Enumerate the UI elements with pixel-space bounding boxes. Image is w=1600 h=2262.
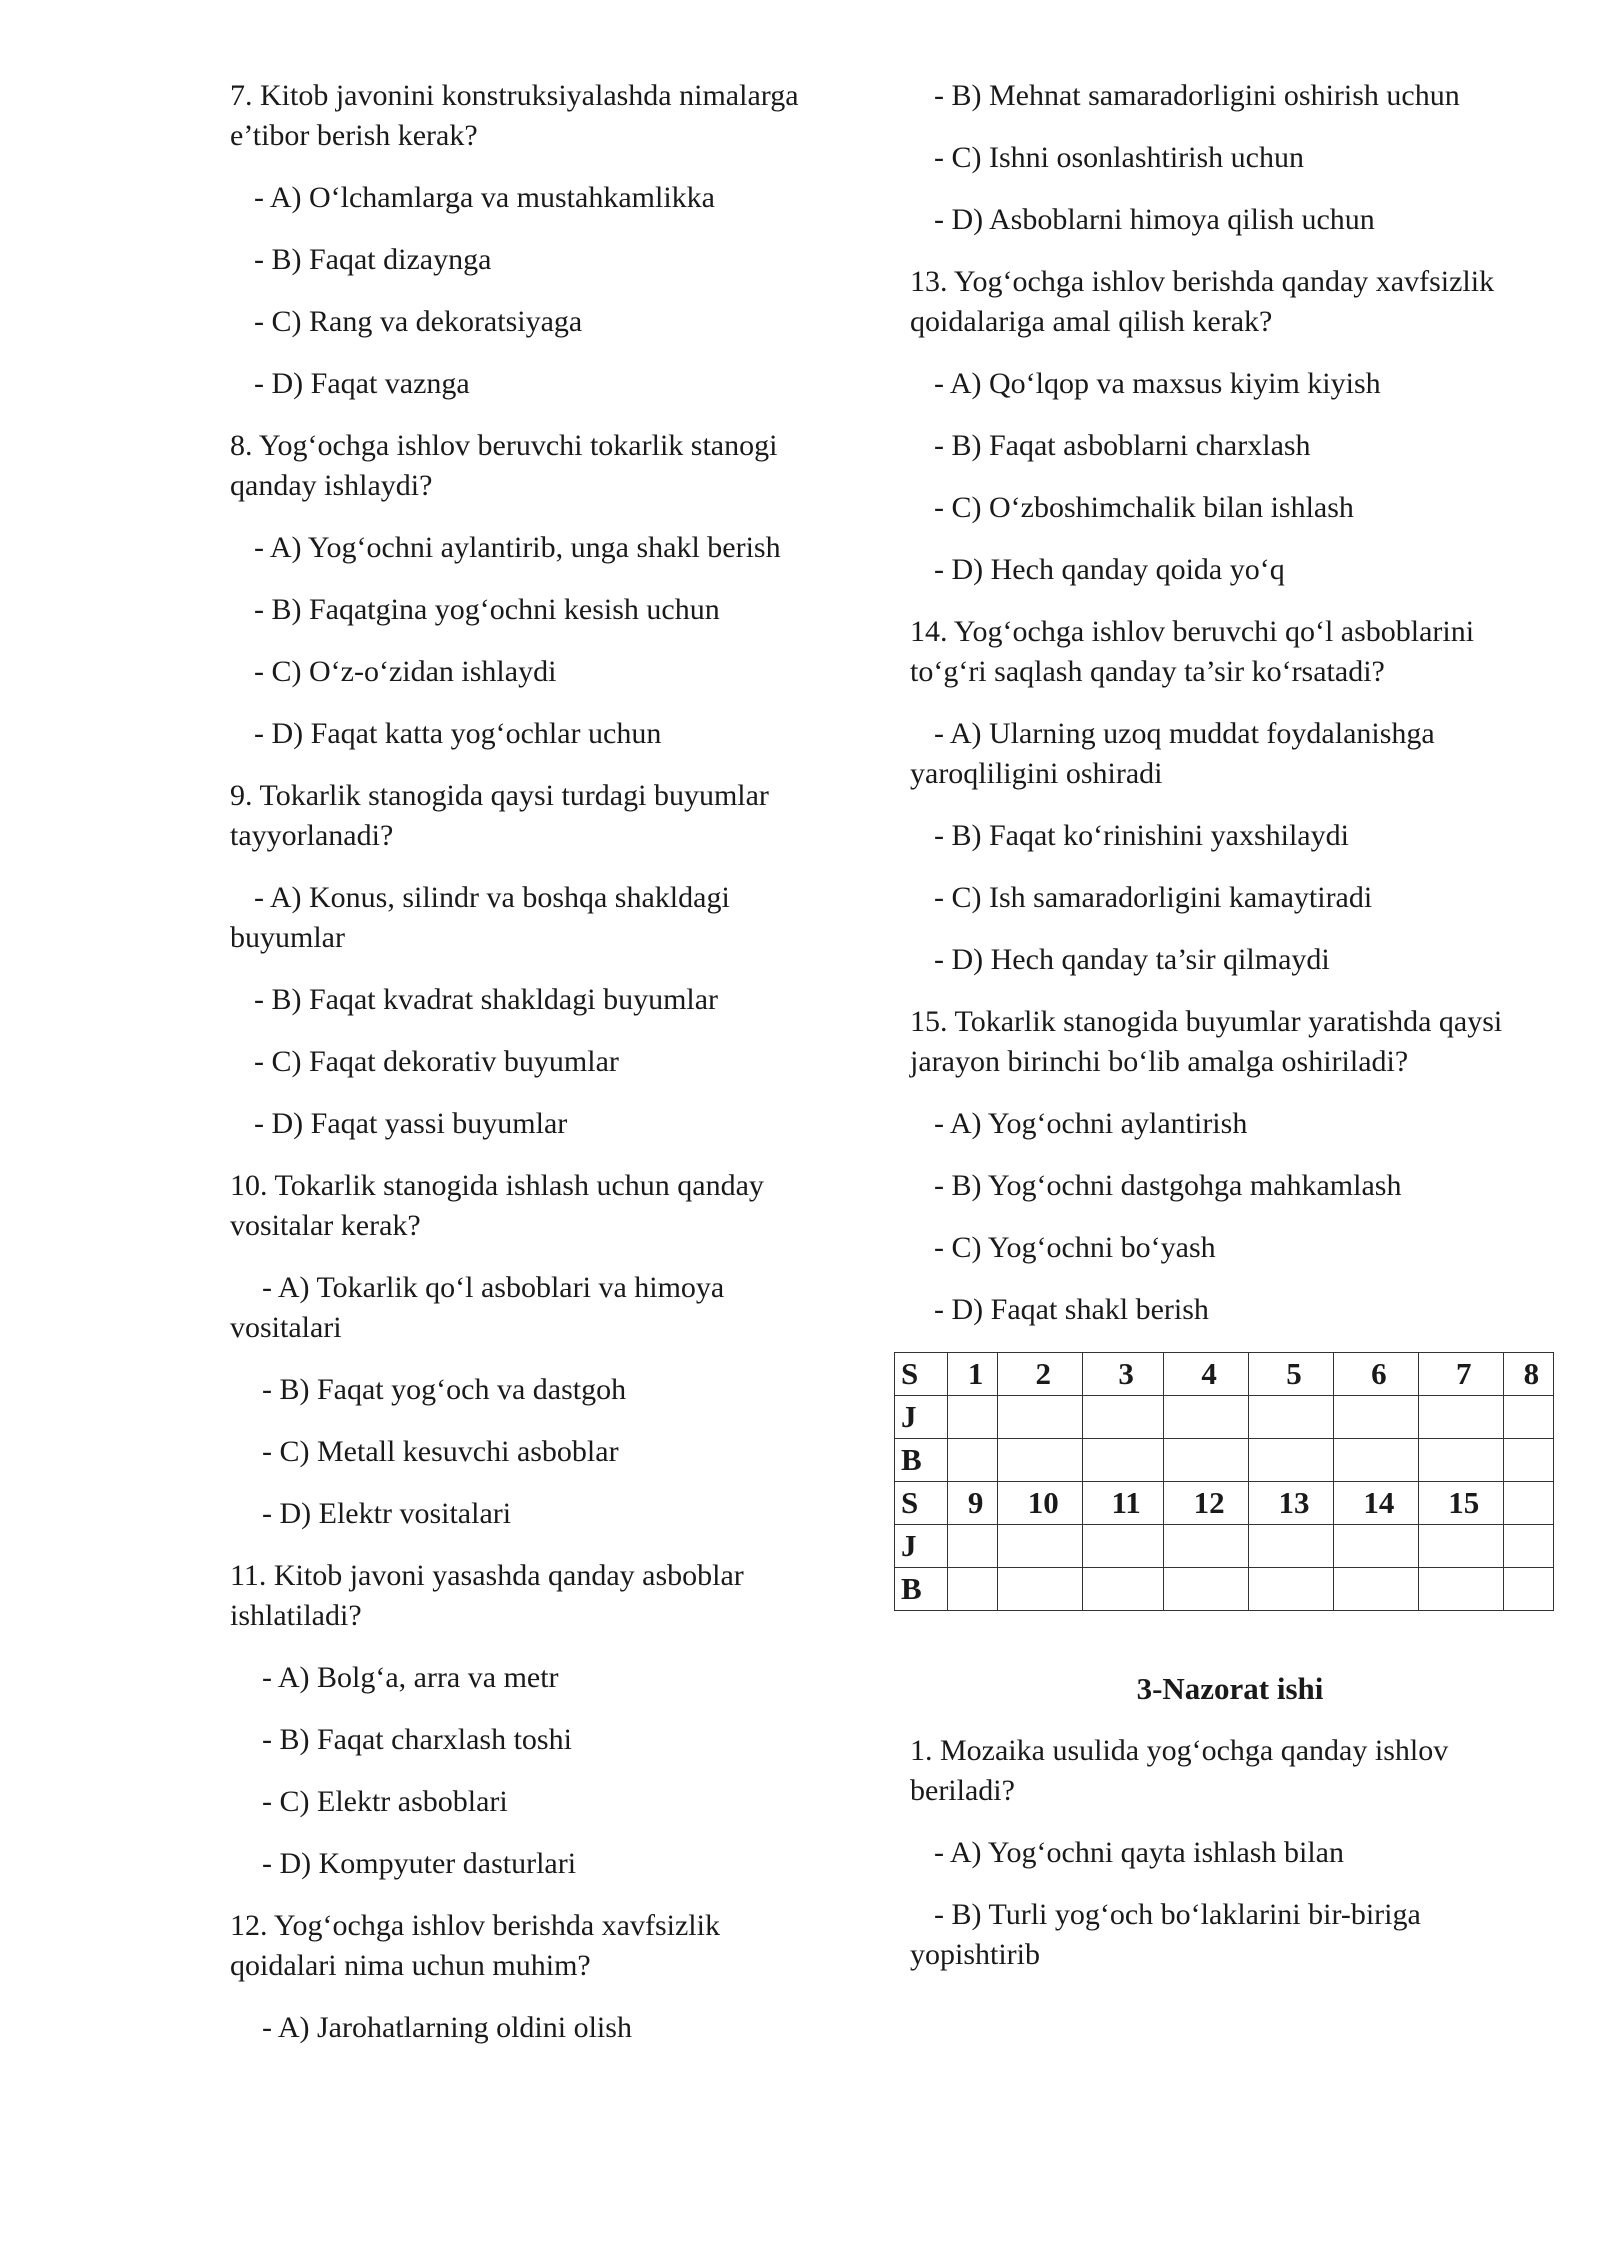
answer-cell: 10: [998, 1482, 1083, 1525]
row-label-cell: J: [895, 1525, 948, 1568]
section-heading: 3-Nazorat ishi: [1136, 1671, 1324, 1706]
answer-option: - C) Yog‘ochni bo‘yash: [934, 1231, 1216, 1264]
answer-option: - B) Faqat dizaynga: [254, 243, 492, 276]
row-label-cell: B: [895, 1568, 948, 1611]
answer-option: - D) Elektr vositalari: [262, 1497, 512, 1530]
answer-cell: [998, 1396, 1083, 1439]
answer-cell: 4: [1164, 1353, 1249, 1396]
answer-cell: [1249, 1568, 1334, 1611]
answer-cell: 15: [1418, 1482, 1503, 1525]
answer-table-row: [895, 1353, 1554, 1396]
answer-cell: 9: [948, 1482, 998, 1525]
answer-option: - A) Qo‘lqop va maxsus kiyim kiyish: [934, 367, 1381, 400]
answer-cell: [1164, 1525, 1249, 1568]
answer-cell: [1503, 1568, 1553, 1611]
answer-option: - B) Turli yog‘och bo‘laklarini bir-biriga yopishtirib: [910, 1898, 1421, 1971]
answer-cell: [948, 1525, 998, 1568]
answer-option: - D) Hech qanday qoida yo‘q: [934, 553, 1285, 586]
answer-table-row: [895, 1525, 1554, 1568]
answer-option: - D) Asboblarni himoya qilish uchun: [934, 203, 1375, 236]
answer-cell: [1503, 1396, 1553, 1439]
answer-table-row: [895, 1439, 1554, 1482]
answer-cell: [1249, 1525, 1334, 1568]
answer-option: - A) Jarohatlarning oldini olish: [262, 2011, 632, 2044]
answer-cell: [1418, 1396, 1503, 1439]
answer-option: - B) Faqatgina yog‘ochni kesish uchun: [254, 593, 720, 626]
answer-cell: [998, 1525, 1083, 1568]
answer-cell: [1249, 1439, 1334, 1482]
row-label-cell: B: [895, 1439, 948, 1482]
answer-cell: 3: [1083, 1353, 1164, 1396]
answer-option: - A) Bolg‘a, arra va metr: [262, 1661, 559, 1694]
answer-cell: 13: [1249, 1482, 1334, 1525]
answer-cell: [1503, 1525, 1553, 1568]
answer-cell: [1083, 1396, 1164, 1439]
answer-option: - D) Kompyuter dasturlari: [262, 1847, 577, 1880]
answer-option: - A) Yog‘ochni aylantirish: [934, 1107, 1248, 1140]
answer-cell: 6: [1333, 1353, 1418, 1396]
answer-option: - D) Faqat yassi buyumlar: [254, 1107, 568, 1140]
question-text: 9. Tokarlik stanogida qaysi turdagi buyumlar tayyorlanadi?: [230, 779, 769, 852]
answer-cell: [1333, 1568, 1418, 1611]
answer-option: - A) Konus, silindr va boshqa shakldagi buyumlar: [230, 881, 730, 954]
answer-option: - B) Faqat charxlash toshi: [262, 1723, 572, 1756]
answer-option: - B) Faqat asboblarni charxlash: [934, 429, 1311, 462]
answer-cell: 2: [998, 1353, 1083, 1396]
answer-cell: [948, 1568, 998, 1611]
left-column: [230, 76, 820, 2070]
answer-cell: [1333, 1525, 1418, 1568]
question-text: 12. Yog‘ochga ishlov berishda xavfsizlik qoidalari nima uchun muhim?: [230, 1909, 720, 1982]
question-text: 14. Yog‘ochga ishlov beruvchi qo‘l asboblarini to‘g‘ri saqlash qanday ta’sir ko‘rsatadi?: [910, 615, 1475, 688]
answer-option: - C) O‘zboshimchalik bilan ishlash: [934, 491, 1354, 524]
answer-option: - A) Ularning uzoq muddat foydalanishga yaroqliligini oshiradi: [910, 717, 1435, 790]
answer-option: - D) Faqat katta yog‘ochlar uchun: [254, 717, 662, 750]
answer-cell: 14: [1333, 1482, 1418, 1525]
question-text: 7. Kitob javonini konstruksiyalashda nimalarga e’tibor berish kerak?: [230, 79, 799, 152]
answer-option: - B) Yog‘ochni dastgohga mahkamlash: [934, 1169, 1402, 1202]
answer-table-row: [895, 1396, 1554, 1439]
answer-cell: [1418, 1439, 1503, 1482]
question-text: 10. Tokarlik stanogida ishlash uchun qanday vositalar kerak?: [230, 1169, 764, 1242]
answer-cell: [1418, 1525, 1503, 1568]
question-text: 11. Kitob javoni yasashda qanday asboblar ishlatiladi?: [230, 1559, 744, 1632]
answer-option: - C) O‘z-o‘zidan ishlaydi: [254, 655, 557, 688]
answer-cell: [1083, 1525, 1164, 1568]
answer-option: - A) O‘lchamlarga va mustahkamlikka: [254, 181, 715, 214]
answer-option: - A) Yog‘ochni aylantirib, unga shakl berish: [254, 531, 781, 564]
row-label-cell: J: [895, 1396, 948, 1439]
answer-option: - D) Faqat shakl berish: [934, 1293, 1209, 1326]
question-text: 15. Tokarlik stanogida buyumlar yaratishda qaysi jarayon birinchi bo‘lib amalga oshiriladi?: [910, 1005, 1503, 1078]
answer-cell: [948, 1396, 998, 1439]
answer-table-row: [895, 1568, 1554, 1611]
answer-option: - C) Metall kesuvchi asboblar: [262, 1435, 619, 1468]
answer-cell: [1083, 1439, 1164, 1482]
answer-cell: 8: [1503, 1353, 1553, 1396]
answer-option: - C) Elektr asboblari: [262, 1785, 508, 1818]
answer-cell: [1333, 1396, 1418, 1439]
row-label-cell: S: [895, 1353, 948, 1396]
answer-option: - A) Tokarlik qo‘l asboblari va himoya vositalari: [230, 1271, 725, 1344]
row-label-cell: S: [895, 1482, 948, 1525]
answer-cell: [1164, 1396, 1249, 1439]
answer-cell: [1503, 1482, 1553, 1525]
answer-option: - B) Faqat ko‘rinishini yaxshilaydi: [934, 819, 1349, 852]
answer-cell: [1503, 1439, 1553, 1482]
answer-option: - D) Hech qanday ta’sir qilmaydi: [934, 943, 1330, 976]
answer-cell: 12: [1164, 1482, 1249, 1525]
answer-option: - C) Rang va dekoratsiyaga: [254, 305, 583, 338]
answer-option: - A) Yog‘ochni qayta ishlash bilan: [934, 1836, 1344, 1869]
answer-option: - D) Faqat vaznga: [254, 367, 470, 400]
question-text: 8. Yog‘ochga ishlov beruvchi tokarlik stanogi qanday ishlaydi?: [230, 429, 778, 502]
right-bottom-questions: [910, 1731, 1550, 1975]
right-column: [901, 76, 1550, 1997]
answer-cell: [998, 1568, 1083, 1611]
answer-sheet-table: [894, 1352, 1554, 1611]
answer-cell: 5: [1249, 1353, 1334, 1396]
answer-table-row: [895, 1482, 1554, 1525]
answer-cell: [998, 1439, 1083, 1482]
answer-cell: [1164, 1439, 1249, 1482]
answer-cell: 1: [948, 1353, 998, 1396]
answer-cell: [1418, 1568, 1503, 1611]
answer-option: - C) Ish samaradorligini kamaytiradi: [934, 881, 1373, 914]
question-text: 1. Mozaika usulida yog‘ochga qanday ishlov beriladi?: [910, 1734, 1449, 1807]
question-text: 13. Yog‘ochga ishlov berishda qanday xavfsizlik qoidalariga amal qilish kerak?: [910, 265, 1495, 338]
answer-option: - B) Mehnat samaradorligini oshirish uchun: [934, 79, 1460, 112]
answer-cell: [1249, 1396, 1334, 1439]
answer-cell: [1083, 1568, 1164, 1611]
answer-option: - B) Faqat kvadrat shakldagi buyumlar: [254, 983, 719, 1016]
right-top-questions: [910, 76, 1550, 1330]
answer-cell: [1164, 1568, 1249, 1611]
answer-option: - B) Faqat yog‘och va dastgoh: [262, 1373, 627, 1406]
answer-cell: [1333, 1439, 1418, 1482]
answer-cell: [948, 1439, 998, 1482]
answer-option: - C) Ishni osonlashtirish uchun: [934, 141, 1304, 174]
answer-cell: 11: [1083, 1482, 1164, 1525]
answer-cell: 7: [1418, 1353, 1503, 1396]
answer-option: - C) Faqat dekorativ buyumlar: [254, 1045, 619, 1078]
